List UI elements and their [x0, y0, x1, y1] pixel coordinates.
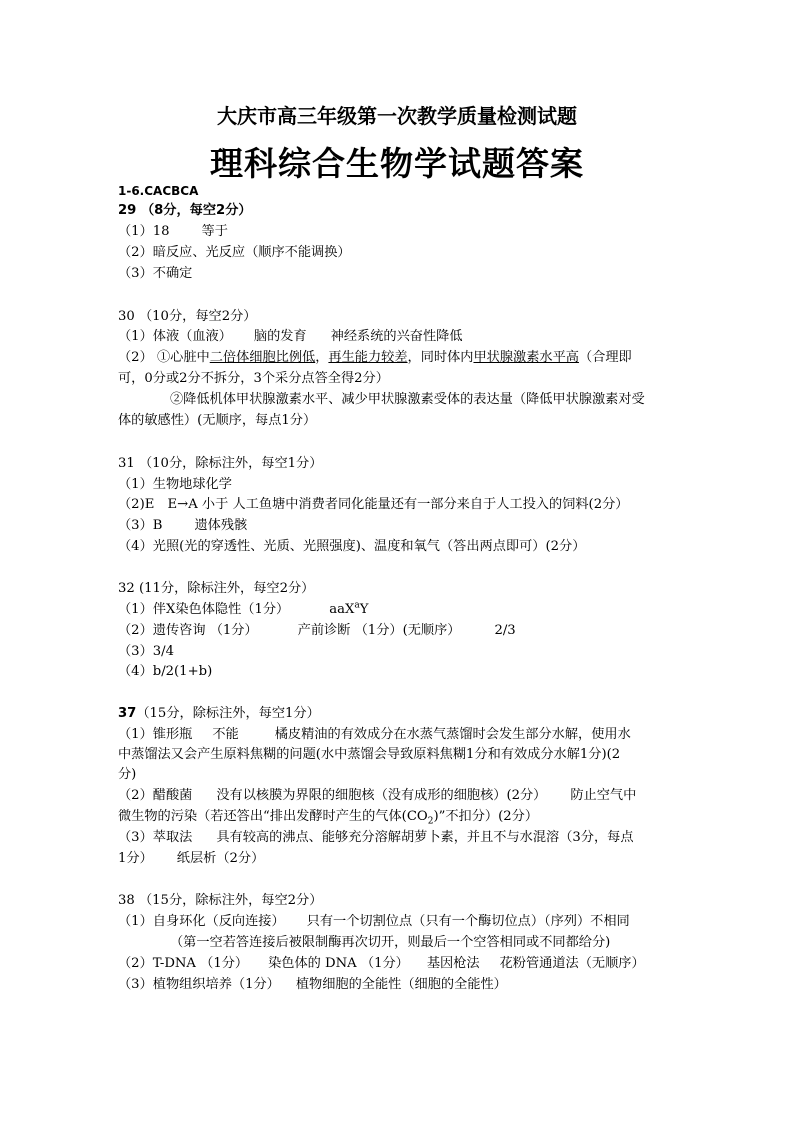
multiple-choice-answers: 1-6.CACBCA: [118, 184, 199, 198]
q37-answer-3a: （3）萃取法: [118, 830, 193, 845]
q29-line-3: （3）不确定: [118, 266, 193, 281]
q38-line-3: [118, 955, 645, 973]
q38-answer-2a: （2）T-DNA （1分）: [118, 956, 249, 971]
q31-answer-3a: （3）B: [118, 518, 163, 533]
q32-answer-2b: 产前诊断 （1分）(无顺序）: [297, 623, 461, 638]
q30-heading: 30 （10分，每空2分）: [118, 309, 257, 324]
q37-line-6: [118, 829, 634, 847]
q38-answer-2c: 基因枪法: [426, 956, 480, 971]
q32-heading: 32 (11分，除标注外，每空2分）: [118, 581, 315, 596]
q38-line-2: （第一空若答连接后被限制酶再次切开，则最后一个空答相同或不同都给分): [170, 935, 611, 950]
q32-line-3: （3）3/4: [118, 644, 174, 659]
q32-line-1: [118, 601, 368, 619]
co2-subscript: 2: [427, 816, 434, 827]
q29-answer-1b: 等于: [201, 224, 228, 239]
q30-line-5: 体的敏感性）(无顺序，每点1分）: [118, 413, 317, 428]
q30-answer-2-prefix: （2） ①心脏中: [118, 350, 210, 365]
q30-answer-1a: （1）体液（血液）: [118, 329, 232, 344]
q29-line-1: [118, 223, 228, 241]
q30-note: （合理即: [578, 350, 632, 365]
q31-line-2: （2)E E→A 小于 人工鱼塘中消费者同化能量还有一部分来自于人工投入的饲料(2分）: [118, 497, 629, 512]
q37-number: 37: [118, 706, 137, 721]
exam-title: 大庆市高三年级第一次教学质量检测试题: [217, 104, 577, 128]
q30-answer-1b: 脑的发育: [253, 329, 307, 344]
q37-heading: [118, 705, 320, 723]
q37-scoring: （15分，除标注外，每空1分）: [136, 706, 320, 721]
q37-answer-1c: 橘皮精油的有效成分在水蒸气蒸馏时会发生部分水解，使用水: [274, 727, 631, 742]
q32-answer-1a: （1）伴X染色体隐性（1分）: [118, 602, 290, 617]
q38-answer-3a: （3）植物组织培养（1分）: [118, 977, 280, 992]
q32-line-2: [118, 622, 516, 640]
q37-line-2: 中蒸馏法又会产生原料焦糊的问题(水中蒸馏会导致原料焦糊1分和有效成分水解1分)(2: [118, 747, 621, 762]
q30-point-1: 二倍体细胞比例低: [209, 350, 316, 365]
q32-genotype: aaX: [329, 602, 355, 617]
q38-answer-2b: 染色体的 DNA （1分）: [268, 956, 409, 971]
q37-answer-2a: （2）醋酸菌: [118, 788, 193, 803]
q31-line-3: [118, 517, 247, 535]
q37-answer-2b: 没有以核膜为界限的细胞核（没有成形的细胞核）(2分）: [216, 788, 547, 803]
q31-line-1: （1）生物地球化学: [118, 477, 232, 492]
q37-line-5: [118, 808, 538, 826]
q30-line-1: [118, 328, 463, 346]
q37-answer-3b: 具有较高的沸点、能够充分溶解胡萝卜素，并且不与水混溶（3分，每点: [216, 830, 634, 845]
q37-answer-1a: （1）锥形瓶: [118, 727, 193, 742]
q37-line-3: 分): [118, 767, 137, 782]
answer-title: 理科综合生物学试题答案: [210, 144, 584, 183]
q37-answer-3d: 纸层析（2分）: [176, 851, 265, 866]
q37-answer-2c: 防止空气中: [570, 788, 637, 803]
q29-answer-1: （1）18: [118, 224, 170, 239]
q30-sep-2: ，同时体内: [407, 350, 474, 365]
q29-line-2: （2）暗反应、光反应（顺序不能调换）: [118, 245, 351, 260]
q31-answer-3b: 遗体残骸: [194, 518, 248, 533]
q32-genotype-superscript: a: [354, 600, 360, 611]
q38-answer-1b: 只有一个切割位点（只有一个酶切位点）（序列）不相同: [306, 914, 630, 929]
q38-heading: 38 （15分，除标注外，每空2分）: [118, 893, 323, 908]
q30-answer-1c: 神经系统的兴奋性降低: [330, 329, 463, 344]
q31-heading: 31 （10分，除标注外，每空1分）: [118, 456, 323, 471]
q32-line-4: （4）b/2(1+b): [118, 664, 213, 679]
q30-line-4: ②降低机体甲状腺激素水平、减少甲状腺激素受体的表达量（降低甲状腺激素对受: [170, 392, 645, 407]
q30-point-3: 甲状腺激素水平高: [473, 350, 579, 365]
q38-answer-3b: 植物细胞的全能性（细胞的全能性）: [295, 977, 507, 992]
q38-answer-1a: （1）自身环化（反向连接）: [118, 914, 285, 929]
q32-genotype-tail: Y: [359, 602, 369, 617]
q37-line-4: [118, 787, 636, 805]
q37-answer-2d: 微生物的污染（若还答出“排出发酵时产生的气体(CO: [118, 809, 428, 824]
q37-line-7: [118, 850, 264, 868]
q37-line-1: [118, 726, 631, 744]
q38-line-4: [118, 976, 507, 994]
q38-line-1: [118, 913, 630, 931]
q30-point-2: 再生能力较差: [328, 350, 408, 365]
q38-answer-2d: 花粉管通道法（无顺序）: [499, 956, 645, 971]
q32-answer-2c: 2/3: [494, 623, 516, 638]
q32-answer-2a: （2）遗传咨询 （1分）: [118, 623, 258, 638]
q30-sep-1: ，: [315, 350, 329, 365]
q37-answer-1b: 不能: [212, 727, 239, 742]
q30-line-3: 可，0分或2分不拆分，3个采分点答全得2分）: [118, 371, 389, 386]
q29-heading: 29 （8分，每空2分）: [118, 203, 252, 218]
q37-answer-2e: )”不扣分）(2分）: [433, 809, 539, 824]
q31-line-4: （4）光照(光的穿透性、光质、光照强度)、温度和氧气（答出两点即可）(2分）: [118, 539, 586, 554]
q37-answer-3c: 1分）: [118, 851, 153, 866]
q30-line-2: [118, 349, 632, 367]
